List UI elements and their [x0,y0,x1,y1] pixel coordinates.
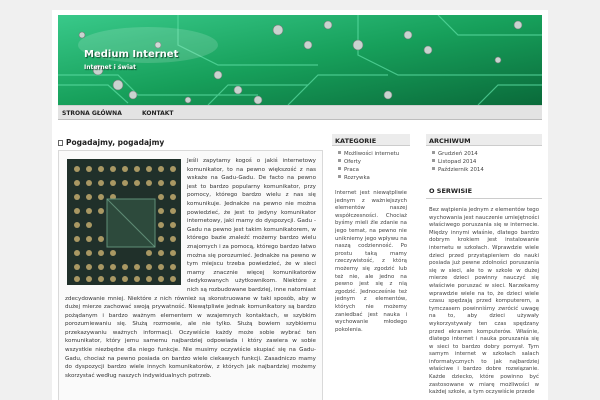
bullet-icon [432,167,435,170]
archive-link[interactable]: Październik 2014 [438,167,484,173]
list-item[interactable] [432,166,542,174]
bullet-icon [338,151,341,154]
nav-item-contact[interactable]: KONTAKT [142,110,174,117]
circuit-board-graphic [58,15,542,105]
document-icon [58,140,63,146]
list-item[interactable] [338,166,410,174]
category-link[interactable]: Możliwości internetu [344,151,400,157]
bullet-icon [338,159,341,162]
site-title[interactable]: Medium Internet [84,49,179,60]
post-text: Jeśli zapytamy kogoś o jakiś internetowy komunikator, to na pewno większość z nas wskaże na Gadu-Gadu. De facto na pewno jest to bardzo popularny komunikator, przy pomocy, którego bardzo wielu z nas się komunikuje. Jednakże na pewno nie można powiedzieć, że jest to jedyny komunikator internetowy, jaki mamy do dyspozycji. Gadu - Gadu na pewno jest takim komunikatorem, w którego bazie znaleźć możemy bardzo wielu znajomych i za pomocą, którego bardzo łatwo można się porozumieć. Jednakże na pewno w tym miejscu trzeba powiedzieć, że w sieci mamy znacznie więcej komunikatorów dedykowanych użytkownikom. Niektóre z nich są rozbudowane bardziej, inne natomiast zdecydowanie mniej. Niektóre z nich również są skonstruowane w taki sposób, aby w dużej mierze zachować swoją prywatność. Niewątpliwie jednak komunikatory są bardzo pożądanym i bardzo ważnym elementem w wzajemnych kontaktach, w szybkim porozumiewaniu się. Służą rozmowie, ale nie tylko. Służą bowiem szybkiemu przekazywaniu ważnych informacji. Oczywiście każdy może sobie wybrać ten komunikator, który jemu samemu najbardziej odpowiada i który zawiera w sobie wszystkie niezbędne dla niego funkcje. Nie musimy oczywiście skupiać się na Gadu- Gadu, chociaż na pewno posiada on bardzo wiele ciekawych funkcji. Zasadniczo mamy do dyspozycji bardzo wiele innych komunikatorów, z których jak najbardziej możemy skorzystać według naszych indywidualnych potrzeb. [65,158,316,379]
archive-link[interactable]: Listopad 2014 [438,159,477,165]
oserwisie-text: Bez wątpienia jednym z elementów tego wychowania jest nauczenie umiejętności właściwego poruszania się w internecie. Między innymi właśnie, dlatego bardzo dobrym krokiem jest instalowanie internetu w szkołach. Wprawdzie wiele dzieci przed przystąpieniem do nauki posiada już pewne zdolności poruszania się w sieci, ale to w szkole w dużej mierze dzieci powinny nauczyć się właściwie poruszać w sieci. Narzekamy wprawdzie wiele na to, że dzieci wiele czasu spędzają przed komputerem, a tymczasem powinniśmy zwrócić uwagę na to, aby dzieci używały wykorzystywały ten czas spędzany przed ekranem komputerów. Właśnie, dlatego internet i nauka poruszania się w sieci to bardzo dobry pomysł. Tym samym internet w szkołach salach informatycznych to jak najbardziej właściwe i bardzo dobre rozwiązanie. Każde dziecko, które powinno być zastosowane w miarę możliwości w każdej szkole, a tym oczywiście przede [429,207,539,396]
nav-item-home[interactable]: STRONA GŁÓWNA [62,110,122,117]
category-link[interactable]: Praca [344,167,359,173]
kategorie-text: Internet jest niewątpliwie jednym z ważniejszych elementów naszej współczesności. Chociaż byśmy mieli źle zdanie na jego temat, na pewno nie unikniemy jego wpływu na naszą codzienność. Po prostu taką mamy rzeczywistość, z którą możemy się zgodzić lub też nie, ale jedno na pewno jest się z nią zgodzić. Jednocześnie też jednym z elementów, których nie możemy zaniedbać jest nauka i wychowanie młodego pokolenia. [335,190,407,333]
site-description: Internet i świat [84,64,136,71]
post-title-row [58,138,164,147]
bullet-icon [432,159,435,162]
kategorie-list [332,146,410,182]
bullet-icon [338,175,341,178]
category-link[interactable]: Rozrywka [344,175,370,181]
post-body [58,150,323,400]
list-item[interactable] [432,150,542,158]
kategorie-title: KATEGORIE [332,134,410,146]
bullet-icon [432,151,435,154]
post-title[interactable]: Pogadajmy, pogadajmy [66,138,165,147]
list-item[interactable] [338,158,410,166]
page-wrapper [52,10,548,400]
archive-link[interactable]: Grudzień 2014 [438,151,478,157]
bullet-icon [338,167,341,170]
header-banner [58,15,542,105]
archiwum-title: ARCHIWUM [426,134,542,146]
main-navigation [58,105,542,120]
list-item[interactable] [338,150,410,158]
chip-pins-graphic [67,159,181,285]
category-link[interactable]: Oferty [344,159,361,165]
archiwum-list [426,146,542,174]
oserwisie-title: O SERWISIE [426,184,542,199]
sidebar-archiwum [426,134,542,397]
post-image [67,159,181,285]
list-item[interactable] [432,158,542,166]
main-content [58,134,323,400]
list-item[interactable] [338,174,410,182]
sidebar-kategorie [332,134,410,334]
